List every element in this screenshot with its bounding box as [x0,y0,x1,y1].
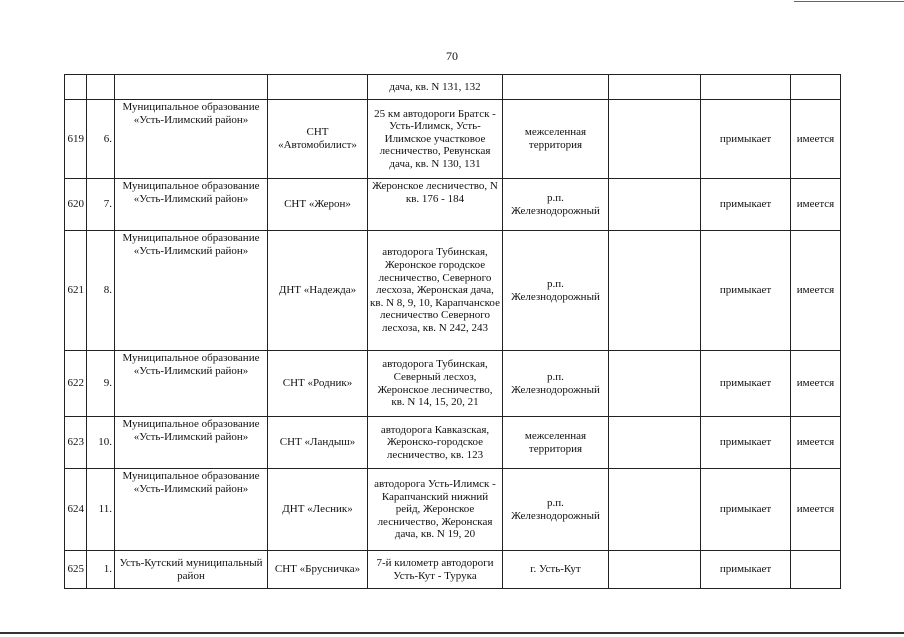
cell-municipality [115,75,268,100]
cell-municipality: Муниципальное образование «Усть-Илимский район» [115,231,268,351]
cell-num: 623 [65,417,87,469]
cell-municipality: Усть-Кутский муниципальный район [115,551,268,589]
cell-location: Жеронское лесничество, N кв. 176 - 184 [368,179,503,231]
cell-num: 624 [65,469,87,551]
cell-adjacency: примыкает [701,351,791,417]
cell-location: 7-й километр автодороги Усть-Кут - Турука [368,551,503,589]
cell-sub: 10. [87,417,115,469]
top-edge-rule [794,1,904,2]
cell-adjacency: примыкает [701,179,791,231]
cell-adjacency: примыкает [701,417,791,469]
cell-location: 25 км автодороги Братск - Усть-Илимск, Усть-Илимское участковое лесничество, Ревунская дача, кв. N 130, 131 [368,100,503,179]
cell-category: р.п. Железнодорожный [503,351,609,417]
cell-blank [609,469,701,551]
page-number: 70 [446,49,458,63]
cell-category: межселенная территория [503,417,609,469]
cell-sub: 8. [87,231,115,351]
cell-existence: имеется [791,417,841,469]
cell-num: 621 [65,231,87,351]
cell-num [65,75,87,100]
cell-num: 619 [65,100,87,179]
cell-name: СНТ «Родник» [268,351,368,417]
cell-adjacency [701,75,791,100]
cell-blank [609,417,701,469]
table-row [65,417,841,469]
cell-category: г. Усть-Кут [503,551,609,589]
cell-adjacency: примыкает [701,231,791,351]
cell-existence: имеется [791,100,841,179]
cell-location: автодорога Тубинская, Жеронское городское лесничество, Северного лесхоза, Жеронская дача, кв. N 8, 9, 10, Карапчанское лесничество Северного лесхоза, кв. N 242, 243 [368,231,503,351]
cell-num: 622 [65,351,87,417]
cell-existence: имеется [791,231,841,351]
cell-municipality: Муниципальное образование «Усть-Илимский район» [115,179,268,231]
cell-municipality: Муниципальное образование «Усть-Илимский район» [115,351,268,417]
cell-blank [609,551,701,589]
cell-location: автодорога Тубинская, Северный лесхоз, Жеронское лесничество, кв. N 14, 15, 20, 21 [368,351,503,417]
cell-num: 625 [65,551,87,589]
cell-existence: имеется [791,351,841,417]
cell-name: СНТ «Автомобилист» [268,100,368,179]
cell-name [268,75,368,100]
cell-name: ДНТ «Надежда» [268,231,368,351]
cell-existence [791,551,841,589]
table-row [65,351,841,417]
cell-adjacency: примыкает [701,469,791,551]
cell-sub: 6. [87,100,115,179]
table-row-continuation [65,75,841,100]
table-row [65,100,841,179]
cell-name: ДНТ «Лесник» [268,469,368,551]
cell-blank [609,100,701,179]
cell-municipality: Муниципальное образование «Усть-Илимский район» [115,100,268,179]
cell-sub [87,75,115,100]
table-row [65,231,841,351]
cell-location: автодорога Усть-Илимск - Карапчанский нижний рейд, Жеронское лесничество, Жеронская дача, кв. N 19, 20 [368,469,503,551]
cell-adjacency: примыкает [701,100,791,179]
table-row [65,469,841,551]
cell-location: дача, кв. N 131, 132 [368,75,503,100]
cell-name: СНТ «Жерон» [268,179,368,231]
cell-blank [609,75,701,100]
cell-num: 620 [65,179,87,231]
cell-category [503,75,609,100]
cell-blank [609,351,701,417]
cell-municipality: Муниципальное образование «Усть-Илимский район» [115,469,268,551]
cell-category: р.п. Железнодорожный [503,231,609,351]
cell-sub: 1. [87,551,115,589]
cell-existence: имеется [791,469,841,551]
cell-sub: 9. [87,351,115,417]
cell-existence: имеется [791,179,841,231]
cell-existence [791,75,841,100]
bottom-edge-rule [0,632,904,634]
cell-sub: 11. [87,469,115,551]
cell-category: межселенная территория [503,100,609,179]
cell-adjacency: примыкает [701,551,791,589]
cell-blank [609,179,701,231]
cell-location: автодорога Кавказская, Жеронско-городское лесничество, кв. 123 [368,417,503,469]
cell-sub: 7. [87,179,115,231]
cell-blank [609,231,701,351]
cell-name: СНТ «Ландыш» [268,417,368,469]
cell-name: СНТ «Брусничка» [268,551,368,589]
cell-category: р.п. Железнодорожный [503,179,609,231]
cell-category: р.п. Железнодорожный [503,469,609,551]
registry-table [64,74,841,589]
cell-municipality: Муниципальное образование «Усть-Илимский район» [115,417,268,469]
table-row [65,551,841,589]
table-row [65,179,841,231]
